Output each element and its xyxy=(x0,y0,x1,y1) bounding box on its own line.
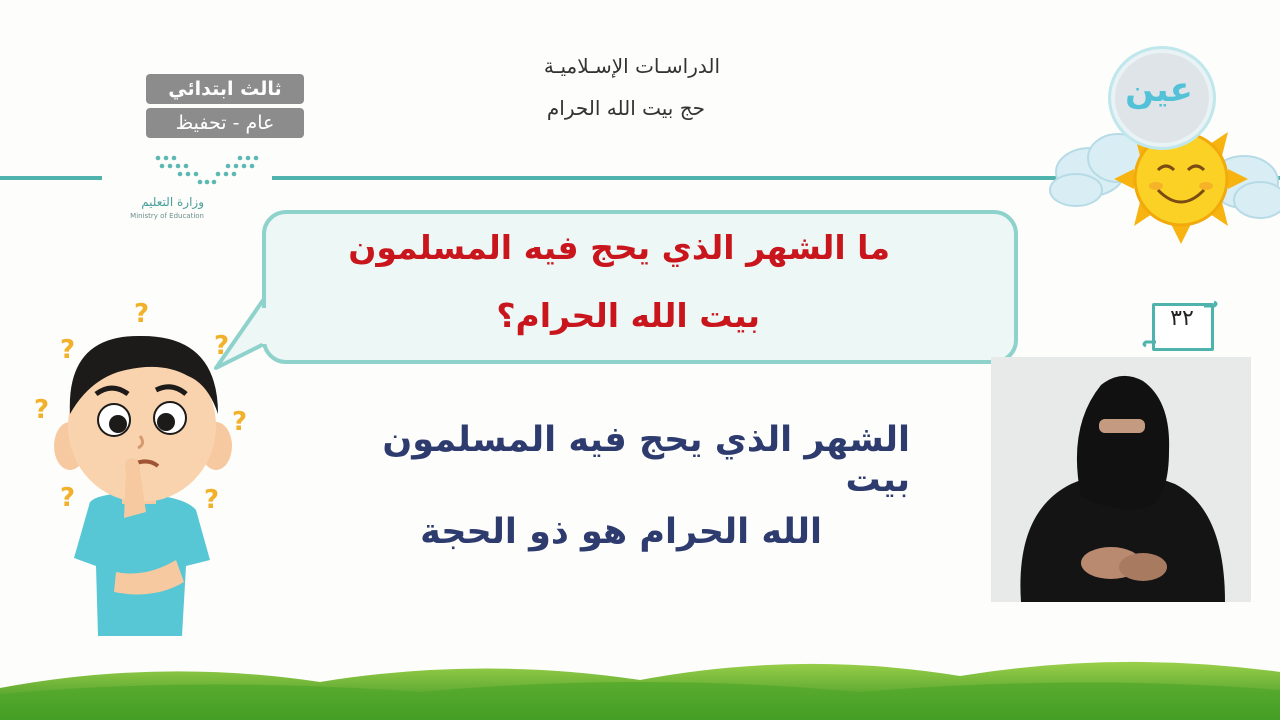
grade-track-badge: عام - تحفيظ xyxy=(146,108,304,138)
sign-language-video[interactable] xyxy=(991,357,1251,602)
subject-title: الدراسـات الإسـلاميـة xyxy=(543,54,720,78)
interpreter-figure-icon xyxy=(991,357,1251,602)
question-mark-icon: ? xyxy=(60,335,76,365)
channel-logo-text: عين xyxy=(1125,70,1193,110)
thinking-boy-illustration xyxy=(30,296,260,636)
grade-level-badge: ثالث ابتدائي xyxy=(146,74,304,104)
question-mark-icon: ? xyxy=(60,483,76,513)
ministry-name-ar: وزارة التعليم xyxy=(141,195,204,209)
question-line-1: ما الشهر الذي يحج فيه المسلمون xyxy=(348,228,890,267)
page-number: ٣٢ xyxy=(1170,306,1194,331)
question-line-2: بيت الله الحرام؟ xyxy=(496,296,760,335)
bubble-tail-join xyxy=(262,308,272,344)
question-mark-icon: ? xyxy=(34,395,50,425)
question-mark-icon: ? xyxy=(134,299,150,329)
question-mark-icon: ? xyxy=(204,485,220,515)
grass-ground-icon xyxy=(0,660,1280,720)
ministry-name-en: Ministry of Education xyxy=(130,212,204,220)
answer-line-1: الشهر الذي يحج فيه المسلمون بيت xyxy=(382,420,910,500)
question-mark-icon: ? xyxy=(232,407,248,437)
ministry-logo-icon xyxy=(150,152,274,194)
question-mark-icon: ? xyxy=(214,331,230,361)
answer-line-2: الله الحرام هو ذو الحجة xyxy=(420,512,822,552)
lesson-title: حج بيت الله الحرام xyxy=(546,96,705,120)
